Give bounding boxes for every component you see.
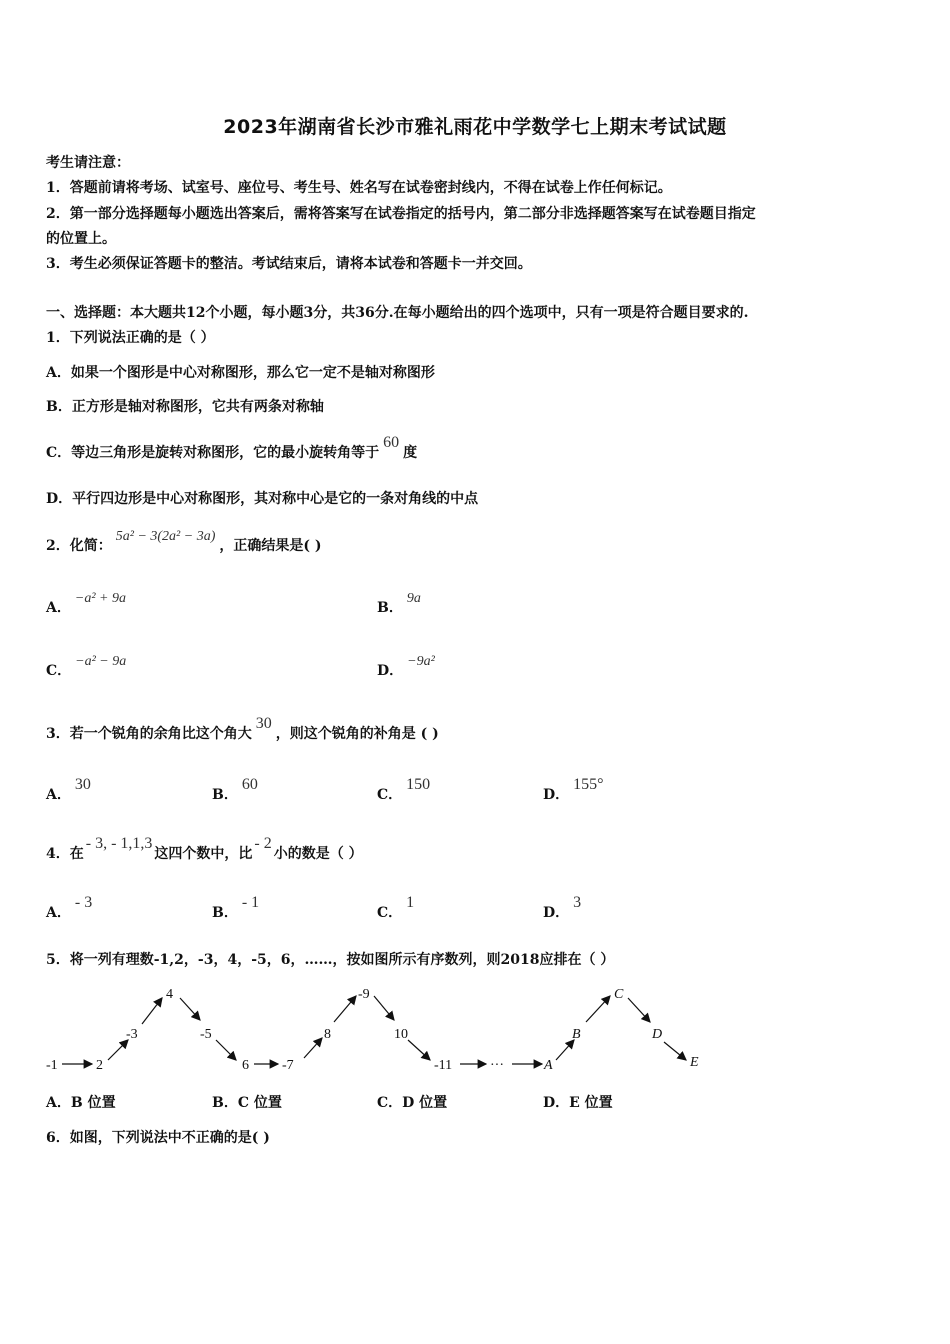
question-4-number-set: - 3, - 1,1,3 <box>85 835 153 852</box>
arrow-icon <box>108 1040 128 1060</box>
seq-n2: 2 <box>96 1058 103 1073</box>
question-3-stem-math: 30 <box>255 715 272 732</box>
notice-item-3: 3．考生必须保证答题卡的整洁。考试结束后，请将本试卷和答题卡一并交回。 <box>46 256 532 272</box>
question-4-option-a <box>46 894 96 922</box>
section-heading: 一、选择题：本大题共12个小题，每小题3分，共36分.在每小题给出的四个选项中，只有一项是符合题目要求的. <box>46 305 749 321</box>
seq-n5: -5 <box>200 1027 212 1042</box>
arrow-icon <box>334 996 356 1022</box>
arrow-icon <box>586 996 610 1022</box>
question-3-option-a-label: A． <box>46 787 71 803</box>
question-2-option-c-label: C． <box>46 663 72 679</box>
question-4-option-c-label: C． <box>377 905 403 921</box>
notice-item-2-cont: 的位置上。 <box>46 231 116 247</box>
question-2-option-a <box>46 591 130 617</box>
question-4-stem <box>46 835 363 863</box>
question-5-stem: 5．将一列有理数-1,2，-3，4，-5，6，……，按如图所示有序数列，则2018应排在（ ） <box>46 952 615 968</box>
seq-n1: -1 <box>46 1058 58 1073</box>
notice-item-2: 2．第一部分选择题每小题选出答案后，需将答案写在试卷指定的括号内，第二部分非选择题答案写在试卷题目指定 <box>46 206 756 222</box>
seq-label-e: E <box>690 1055 699 1070</box>
question-4-option-d-math: 3 <box>573 894 582 911</box>
question-5-option-c: C．D 位置 <box>377 1095 448 1111</box>
arrow-icon <box>556 1040 574 1060</box>
question-1-stem: 1．下列说法正确的是（ ） <box>46 330 215 346</box>
question-3-option-a-math: 30 <box>74 776 91 793</box>
arrow-icon <box>304 1038 322 1058</box>
question-4-option-d-label: D． <box>543 905 570 921</box>
question-3-stem-post: ，则这个锐角的补角是 ( ) <box>275 726 439 742</box>
question-4-option-b-math: - 1 <box>241 894 260 911</box>
question-2-option-c-math: −a² − 9a <box>75 654 127 669</box>
seq-label-b: B <box>572 1027 581 1042</box>
arrow-icon <box>374 996 394 1020</box>
question-4-option-b-label: B． <box>212 905 238 921</box>
question-2-stem-post: ，正确结果是( ) <box>219 538 322 554</box>
question-4-option-c-math: 1 <box>406 894 415 911</box>
seq-n7: -7 <box>282 1058 294 1073</box>
question-2-expression: 5a² − 3(2a² − 3a) <box>115 529 216 544</box>
question-1-option-c <box>46 434 418 462</box>
question-4-option-b <box>212 894 263 922</box>
seq-n10: 10 <box>394 1027 408 1042</box>
arrow-icon <box>628 998 650 1022</box>
question-2-option-b <box>377 591 425 617</box>
question-3-option-a <box>46 776 95 804</box>
question-2-option-a-label: A． <box>46 600 71 616</box>
question-4-option-a-label: A． <box>46 905 71 921</box>
question-3-option-d <box>543 776 608 804</box>
question-1-option-c-unit: 度 <box>403 445 418 461</box>
seq-n8: 8 <box>324 1027 331 1042</box>
question-2-option-b-math: 9a <box>406 591 421 606</box>
question-3-stem <box>46 715 439 743</box>
arrow-icon <box>180 998 200 1020</box>
question-4-stem-pre: 4．在 <box>46 846 84 862</box>
seq-n9: -9 <box>358 987 370 1002</box>
question-2-stem <box>46 529 322 555</box>
question-3-option-c-math: 150 <box>406 776 431 793</box>
question-5-option-b: B．C 位置 <box>212 1095 282 1111</box>
seq-label-c: C <box>614 987 624 1002</box>
seq-dots: ··· <box>490 1058 504 1073</box>
question-1-option-c-text: C．等边三角形是旋转对称图形，它的最小旋转角等于 <box>46 445 380 461</box>
sequence-diagram <box>40 982 720 1082</box>
arrow-icon <box>142 998 162 1024</box>
arrow-icon <box>216 1040 236 1060</box>
question-3-stem-pre: 3．若一个锐角的余角比这个角大 <box>46 726 252 742</box>
question-5-option-d: D．E 位置 <box>543 1095 613 1111</box>
seq-label-a: A <box>544 1058 553 1073</box>
arrow-icon <box>408 1040 430 1060</box>
question-2-option-d-label: D． <box>377 663 404 679</box>
page-title: 2023年湖南省长沙市雅礼雨花中学数学七上期末考试试题 <box>223 116 727 138</box>
seq-n4: 4 <box>166 987 173 1002</box>
seq-n11: -11 <box>434 1058 453 1073</box>
question-4-stem-mid: 这四个数中，比 <box>154 846 253 862</box>
question-3-option-b-math: 60 <box>241 776 258 793</box>
question-1-option-a: A．如果一个图形是中心对称图形，那么它一定不是轴对称图形 <box>46 365 435 381</box>
question-1-option-d: D．平行四边形是中心对称图形，其对称中心是它的一条对角线的中点 <box>46 491 479 507</box>
question-2-option-d-math: −9a² <box>407 654 435 669</box>
question-4-option-c <box>377 894 418 922</box>
question-1-option-b: B．正方形是轴对称图形，它共有两条对称轴 <box>46 399 324 415</box>
question-2-option-d <box>377 654 439 680</box>
question-2-option-b-label: B． <box>377 600 403 616</box>
question-2-option-c <box>46 654 130 680</box>
seq-label-d: D <box>652 1027 663 1042</box>
seq-n3: -3 <box>126 1027 138 1042</box>
question-2-option-a-math: −a² + 9a <box>74 591 126 606</box>
question-3-option-d-math: 155° <box>573 776 604 793</box>
question-3-option-b <box>212 776 262 804</box>
question-4-option-a-math: - 3 <box>74 894 93 911</box>
notice-item-1: 1．答题前请将考场、试室号、座位号、考生号、姓名写在试卷密封线内，不得在试卷上作任何标记。 <box>46 180 672 196</box>
question-6-stem: 6．如图，下列说法中不正确的是( ) <box>46 1130 270 1146</box>
question-1-option-c-math: 60 <box>383 434 400 451</box>
notice-heading: 考生请注意： <box>46 155 130 171</box>
question-3-option-c-label: C． <box>377 787 403 803</box>
question-4-option-d <box>543 894 585 922</box>
question-4-compare-value: - 2 <box>254 835 272 852</box>
question-5-option-a: A．B 位置 <box>46 1095 116 1111</box>
question-3-option-d-label: D． <box>543 787 570 803</box>
question-4-stem-post: 小的数是（ ） <box>273 846 363 862</box>
question-3-option-b-label: B． <box>212 787 238 803</box>
question-3-option-c <box>377 776 434 804</box>
arrow-icon <box>664 1042 686 1060</box>
seq-n6: 6 <box>242 1058 249 1073</box>
question-2-stem-pre: 2．化简： <box>46 538 112 554</box>
